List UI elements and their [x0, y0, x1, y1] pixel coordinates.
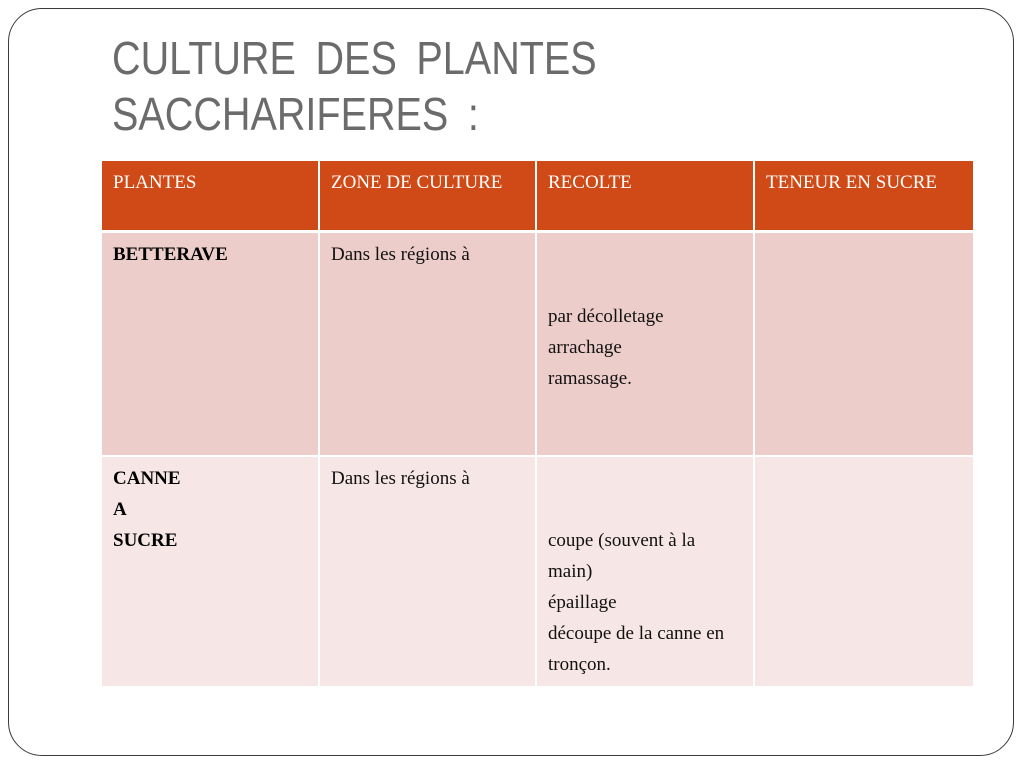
- header-recolte: RECOLTE: [537, 161, 755, 233]
- teneur-cell: [755, 457, 973, 686]
- plant-name-line: CANNE: [113, 468, 181, 489]
- teneur-cell: [755, 233, 973, 457]
- recolte-line: coupe (souvent à la main): [548, 530, 696, 582]
- plant-cell: [102, 233, 320, 457]
- zone-cell: Dans les régions à: [320, 233, 537, 457]
- recolte-cell: [537, 457, 755, 686]
- recolte-line: par décolletage: [548, 306, 664, 327]
- plant-name-line: A: [113, 499, 127, 520]
- plant-cell: [102, 457, 320, 686]
- title-line-2: SACCHARIFERES :: [112, 88, 479, 140]
- header-zone-de-culture: ZONE DE CULTURE: [320, 161, 537, 233]
- recolte-line: épaillage: [548, 592, 617, 613]
- table-row: [102, 233, 973, 457]
- title-line-1: CULTURE DES PLANTES: [112, 32, 597, 84]
- header-teneur-en-sucre: TENEUR EN SUCRE: [755, 161, 973, 233]
- zone-cell: Dans les régions à: [320, 457, 537, 686]
- crop-table: [102, 161, 973, 686]
- table-row: [102, 457, 973, 686]
- plant-name-line: SUCRE: [113, 530, 178, 551]
- slide-title: [112, 30, 597, 142]
- plant-name: BETTERAVE: [113, 244, 228, 265]
- recolte-line: ramassage.: [548, 368, 632, 389]
- table-header-row: [102, 161, 973, 233]
- header-plantes: PLANTES: [102, 161, 320, 233]
- recolte-line: arrachage: [548, 337, 622, 358]
- recolte-line: découpe de la canne en tronçon.: [548, 623, 725, 675]
- recolte-cell: [537, 233, 755, 457]
